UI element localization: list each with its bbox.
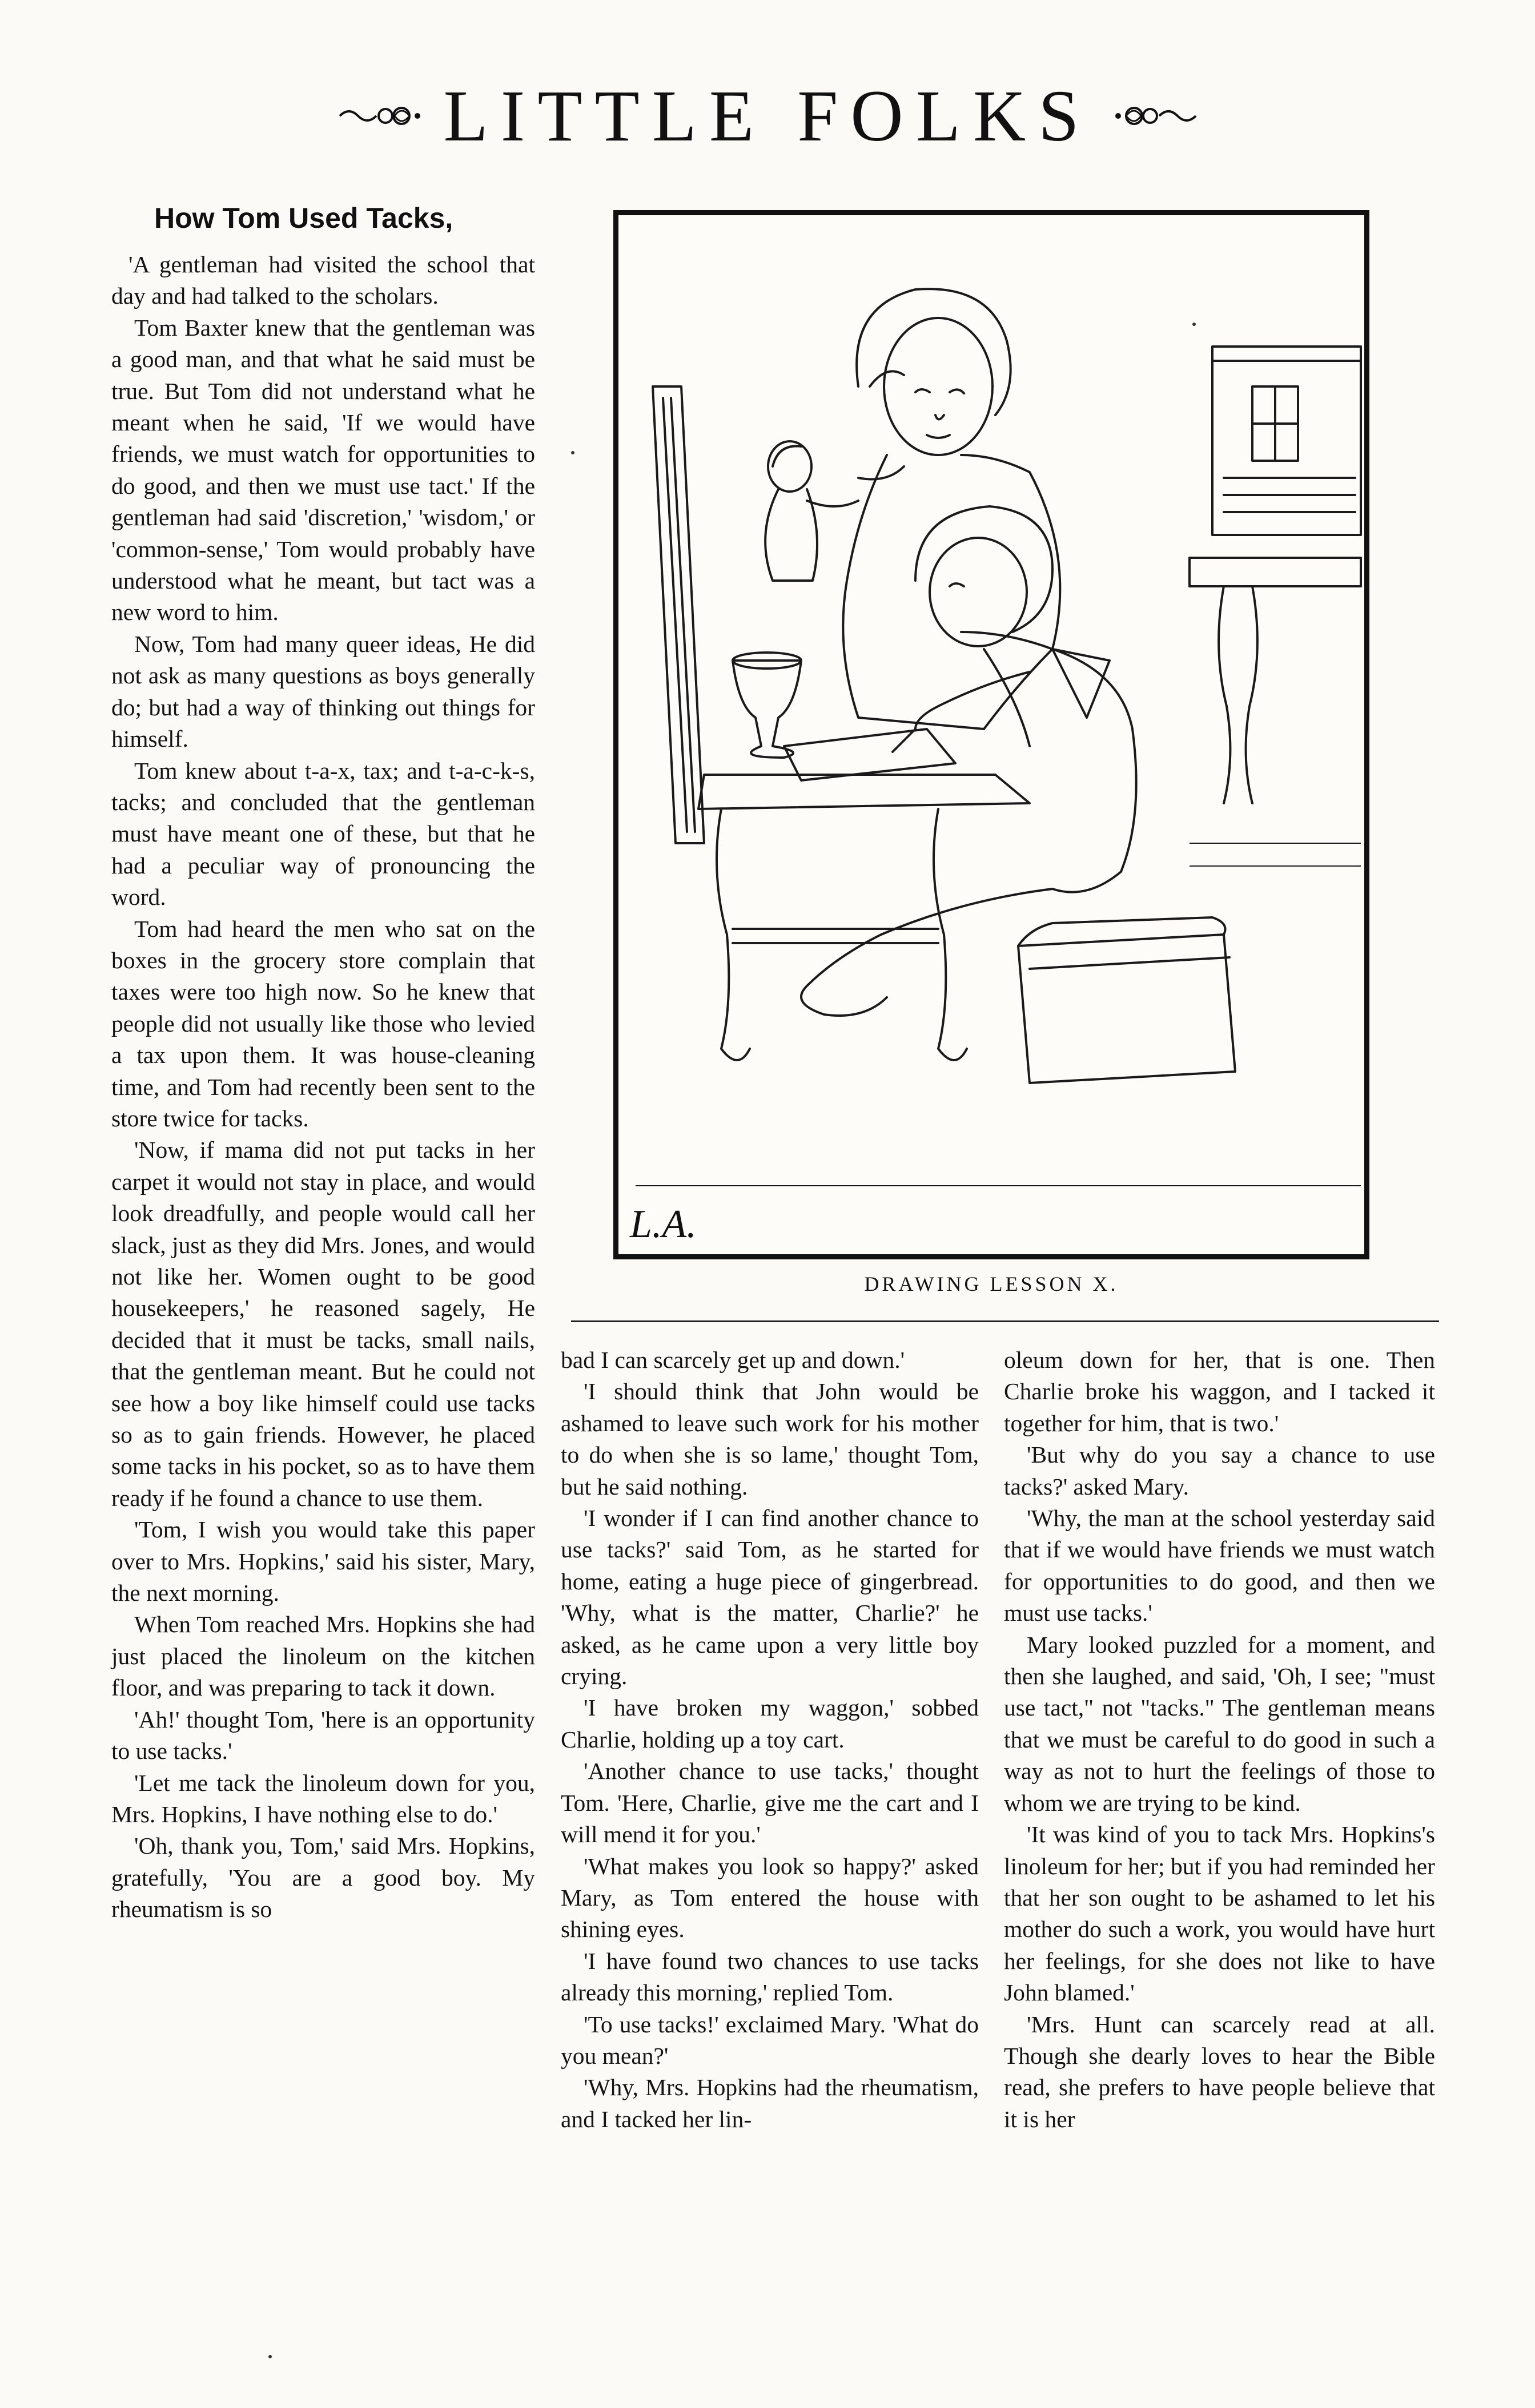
masthead-title: LITTLE FOLKS: [443, 75, 1092, 156]
paragraph: 'A gentleman had visited the school that day and had talked to the scholars.: [111, 251, 535, 309]
paragraph: Now, Tom had many queer ideas, He did not ask as many questions as boys generally do; but had a way of thinking out things for himself.: [111, 630, 535, 752]
scroll-ornament-left: [337, 99, 423, 133]
paragraph: 'Tom, I wish you would take this paper over to Mrs. Hopkins,' said his sister, Mary, the next morning.: [111, 1516, 535, 1606]
column-divider-rule: [571, 1320, 1439, 1322]
artist-signature: L.A.: [630, 1202, 697, 1246]
paragraph: 'I wonder if I can find another chance to use tacks?' said Tom, as he started for home, eating a huge piece of gingerbread. 'Why, what is the matter, Charlie?' he asked, as he came upon a very little boy crying.: [561, 1505, 979, 1690]
paragraph: 'Ah!' thought Tom, 'here is an opportunity to use tacks.': [111, 1706, 535, 1765]
scroll-ornament-right: [1112, 99, 1198, 133]
paragraph: 'Why, Mrs. Hopkins had the rheumatism, and I tacked her lin-: [561, 2074, 979, 2132]
paragraph: 'To use tacks!' exclaimed Mary. 'What do you mean?': [561, 2011, 979, 2069]
paragraph: Tom had heard the men who sat on the boxes in the grocery store complain that taxes were too high now. So he knew that people did not usually like those who levied a tax upon them. It was house-cleaning time, and Tom had recently been sent to the store twice for tacks.: [111, 915, 535, 1131]
print-speck: [571, 451, 574, 454]
paragraph: Tom Baxter knew that the gentleman was a good man, and that what he said must be true. But Tom did not understand what he meant when he said, 'If we would have friends, we must watch for opportunities to do good, and then we must use tact.' If the gentleman had said 'discretion,' 'wisdom,' or 'common-sense,' Tom would probably have understood what he meant, but tact was a new word to him.: [111, 314, 535, 626]
article-column-1: [111, 249, 535, 2258]
paragraph: oleum down for her, that is one. Then Charlie broke his waggon, and I tacked it together for him, that is two.': [1004, 1347, 1435, 1436]
article-column-3: [1004, 1344, 1435, 2246]
drawing-lesson-illustration: [618, 215, 1364, 1254]
paragraph: bad I can scarcely get up and down.': [561, 1347, 905, 1373]
paragraph: 'I have broken my waggon,' sobbed Charlie, holding up a toy cart.: [561, 1694, 979, 1753]
masthead: [0, 67, 1535, 164]
paragraph: 'I should think that John would be ashamed to leave such work for his mother to do when she is so lame,' thought Tom, but he said nothing.: [561, 1378, 979, 1500]
paragraph: 'What makes you look so happy?' asked Mary, as Tom entered the house with shining eyes.: [561, 1853, 979, 1943]
paragraph: 'It was kind of you to tack Mrs. Hopkins's linoleum for her; but if you had reminded her that her son ought to be ashamed to let his mother do such a work, you would have hurt her feelings, for she does not like to have John blamed.': [1004, 1821, 1435, 2006]
paragraph: 'Now, if mama did not put tacks in her carpet it would not stay in place, and would look dreadfully, and people would call her slack, just as they did Mrs. Jones, and would not like her. Women ought to be good housekeepers,' he reasoned sagely, He decided that it must be tacks, small nails, that the gentleman meant. But he could not see how a boy like himself could use tacks so as to gain friends. However, he placed some tacks in his pocket, so as to have them ready if he found a chance to use them.: [111, 1137, 535, 1511]
paragraph: 'Why, the man at the school yesterday said that if we would have friends we must watch for opportunities to do good, and then we must use tacks.': [1004, 1505, 1435, 1626]
paragraph: 'But why do you say a chance to use tacks?' asked Mary.: [1004, 1441, 1435, 1500]
illustration-caption: DRAWING LESSON X.: [864, 1273, 1119, 1295]
paragraph: Tom knew about t-a-x, tax; and t-a-c-k-s, tacks; and concluded that the gentleman must have meant one of these, but that he had a peculiar way of pronouncing the word.: [111, 757, 535, 911]
paragraph: 'Oh, thank you, Tom,' said Mrs. Hopkins, gratefully, 'You are a good boy. My rheumatism is so: [111, 1833, 535, 1923]
paragraph: When Tom reached Mrs. Hopkins she had just placed the linoleum on the kitchen floor, and was preparing to tack it down.: [111, 1611, 535, 1701]
paragraph: Mary looked puzzled for a moment, and then she laughed, and said, 'Oh, I see; "must use tact," not "tacks." The gentleman means that we must be careful to do good in such a way as not to hurt the feelings of those to whom we are trying to be kind.: [1004, 1631, 1435, 1816]
illustration-frame: [613, 210, 1369, 1259]
paragraph: 'Another chance to use tacks,' thought Tom. 'Here, Charlie, give me the cart and I will mend it for you.': [561, 1758, 979, 1848]
paragraph: 'Let me tack the linoleum down for you, Mrs. Hopkins, I have nothing else to do.': [111, 1769, 535, 1827]
article-column-2: [561, 1344, 979, 2246]
paragraph: 'I have found two chances to use tacks already this morning,' replied Tom.: [561, 1947, 979, 2006]
paragraph: 'Mrs. Hunt can scarcely read at all. Though she dearly loves to hear the Bible read, she prefers to have people believe that it is her: [1004, 2011, 1435, 2132]
article-headline: How Tom Used Tacks,: [154, 202, 453, 234]
print-speck: [1192, 323, 1196, 326]
print-speck: [268, 2355, 272, 2358]
